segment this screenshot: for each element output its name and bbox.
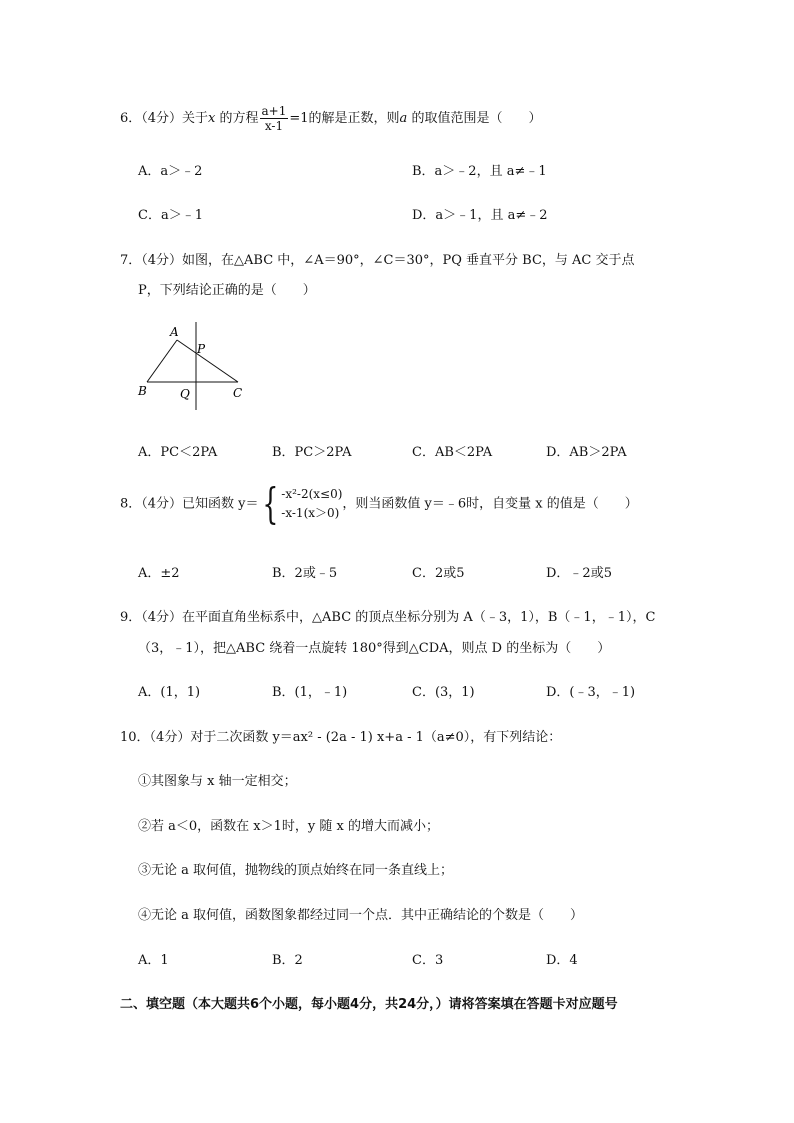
option-d[interactable]: D．﹣2或5 xyxy=(546,566,612,581)
option-b[interactable]: B．2或﹣5 xyxy=(272,566,338,581)
option-c[interactable]: C．(3，1) xyxy=(412,685,475,700)
option-a[interactable]: A．1 xyxy=(138,953,169,968)
option-b[interactable]: B．(1，﹣1) xyxy=(272,685,348,700)
question-6-stem: 6．（4分）关于x 的方程 $\frac{a+1}{x-1}$ =1的解是正数，则a 的取值范围是（ ） xyxy=(120,104,542,133)
statement-1: ①其图象与 x 轴一定相交； xyxy=(138,774,297,789)
option-d[interactable]: D．AB＞2PA xyxy=(546,445,627,460)
question-10-stem: 10．（4分）对于二次函数 y＝ax² - (2a - 1) x+a - 1（a≠0），有下列结论： xyxy=(120,730,562,745)
option-b[interactable]: B．a＞﹣2，且 a≠﹣1 xyxy=(412,164,547,179)
option-c[interactable]: C．AB＜2PA xyxy=(412,445,493,460)
piecewise-cases: -x²-2(x≤0) -x-1(x＞0) xyxy=(281,487,343,520)
question-8-stem: 8．（4分）已知函数 y＝{ -x²-2(x≤0) -x-1(x＞0) ，则当函数值 y＝﹣6时，自变量 x 的值是（ ） xyxy=(120,479,638,528)
brace: { xyxy=(261,479,278,528)
option-d[interactable]: D．4 xyxy=(546,953,578,968)
option-b[interactable]: B．2 xyxy=(272,953,303,968)
label-q: Q xyxy=(180,387,190,401)
fraction: $\frac{a+1}{x-1}$ xyxy=(261,104,287,133)
option-b[interactable]: B．PC＞2PA xyxy=(272,445,352,460)
triangle-figure xyxy=(130,320,260,415)
option-a[interactable]: A．PC＜2PA xyxy=(138,445,218,460)
section-heading: 二、填空题（本大题共6个小题，每小题4分，共24分，）请将答案填在答题卡对应题号 xyxy=(120,997,618,1012)
question-7-stem-line1: 7．（4分）如图，在△ABC 中，∠A＝90°，∠C＝30°，PQ 垂直平分 BC，与 AC 交于点 xyxy=(120,253,635,268)
label-c: C xyxy=(233,386,243,400)
option-a[interactable]: A．a＞﹣2 xyxy=(138,164,203,179)
option-c[interactable]: C．3 xyxy=(412,953,444,968)
label-p: P xyxy=(197,342,206,356)
option-c[interactable]: C．2或5 xyxy=(412,566,465,581)
option-a[interactable]: A．(1，1) xyxy=(138,685,201,700)
statement-2: ②若 a＜0，函数在 x＞1时，y 随 x 的增大而减小； xyxy=(138,819,439,834)
question-9-stem-line2: （3，﹣1），把△ABC 绕着一点旋转 180°得到△CDA，则点 D 的坐标为（ ） xyxy=(138,641,611,656)
statement-3: ③无论 a 取何值，抛物线的顶点始终在同一条直线上； xyxy=(138,863,454,878)
question-7-stem-line2: P，下列结论正确的是（ ） xyxy=(138,283,316,298)
label-b: B xyxy=(138,384,147,398)
question-9-stem-line1: 9．（4分）在平面直角坐标系中，△ABC 的顶点坐标分别为 A（﹣3，1），B（﹣1，﹣1），C xyxy=(120,610,656,625)
option-d[interactable]: D．a＞﹣1，且 a≠﹣2 xyxy=(412,208,548,223)
statement-4: ④无论 a 取何值，函数图象都经过同一个点．其中正确结论的个数是（ ） xyxy=(138,908,584,923)
option-c[interactable]: C．a＞﹣1 xyxy=(138,208,203,223)
option-a[interactable]: A．±2 xyxy=(138,566,180,581)
option-d[interactable]: D．(﹣3，﹣1) xyxy=(546,685,636,700)
label-a: A xyxy=(170,325,179,339)
